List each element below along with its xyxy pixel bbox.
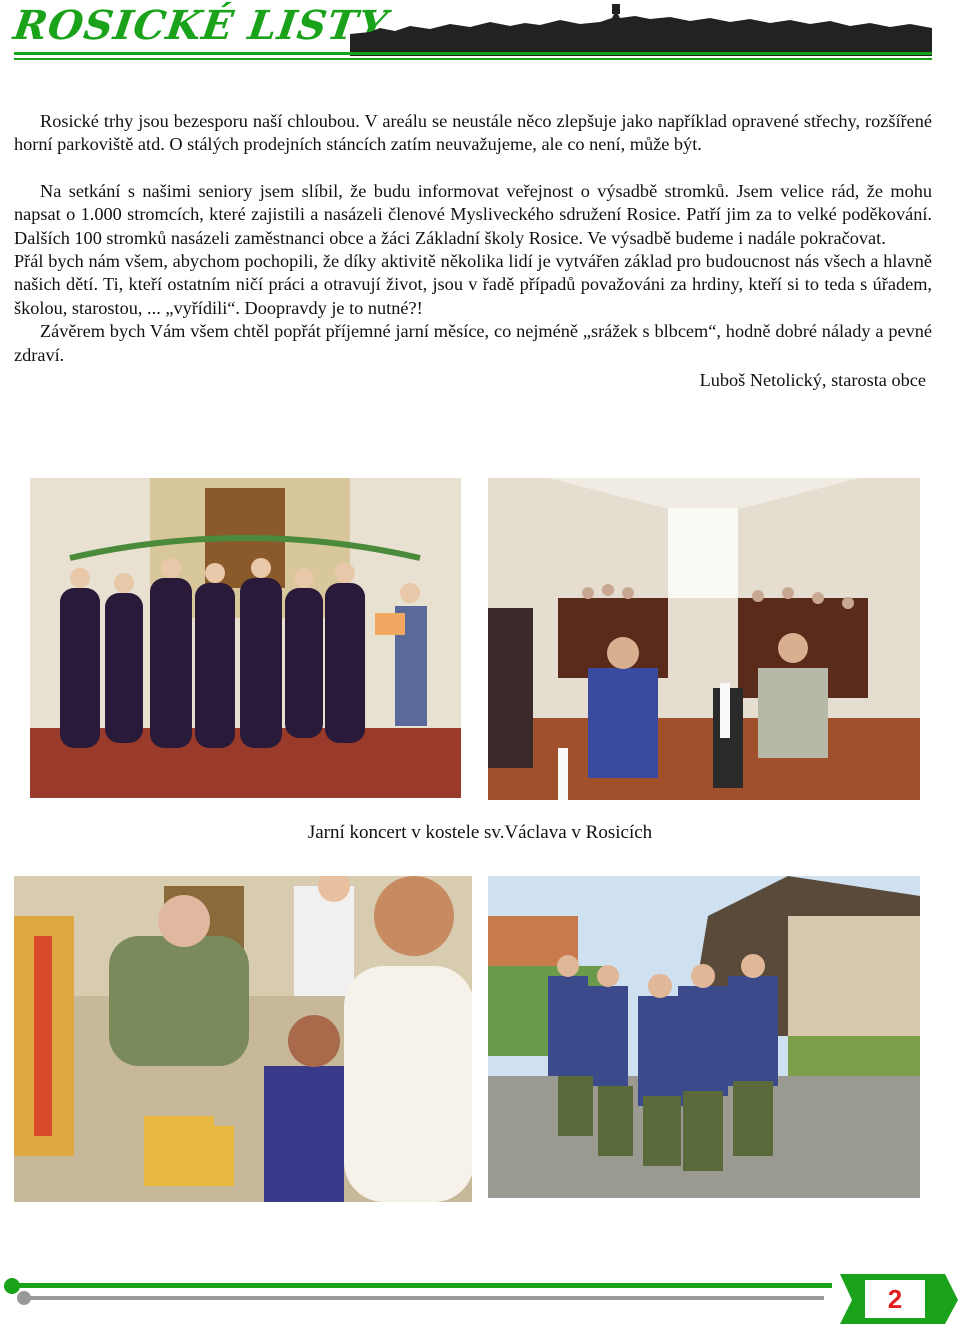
- photo-choir-church: [30, 478, 461, 798]
- header-rule-bottom: [14, 58, 932, 60]
- masthead-title: ROSICKÉ LISTY: [10, 2, 392, 49]
- page-footer: [0, 1266, 960, 1326]
- header-rule-top: [14, 52, 932, 55]
- footer-ornament: [0, 1266, 960, 1326]
- article-body: [14, 110, 932, 392]
- paragraph-closing: Závěrem bych Vám všem chtěl popřát příjemné jarní měsíce, co nejméně „srážek s blbcem“, hodně dobré nálady a pevné zdraví.: [14, 321, 932, 365]
- paragraph-future: Přál bych nám všem, abychom pochopili, že díky aktivitě několika lidí je vytvářen základ pro budoucnost nás všech a hlavně našich dětí. Ti, kteří ostatním ničí práci a otravují život, jsou v řadě případů považováni za hrdiny, kteří si to teda s úřadem, školou, starostou, ... „vyřídili“. Doopravdy je to nutné?!: [14, 251, 932, 318]
- photo-concert-audience: [488, 478, 920, 800]
- village-skyline-silhouette: [350, 4, 932, 56]
- signature: Luboš Netolický, starosta obce: [699, 370, 926, 391]
- photo-children-procession: [488, 876, 920, 1198]
- paragraph-trees: Na setkání s našimi seniory jsem slíbil, že budu informovat veřejnost o výsadbě stromků. Jsem velice rád, že mohu napsat o 1.000 stromcích, které zajistili a nasázeli členové Mysliveckého sdružení Rosice. Patří jim za to velké poděkování. Dalších 100 stromků nasázeli zaměstnanci obce a žáci Základní školy Rosice. Ve výsadbě budeme i nadále pokračovat.: [14, 180, 932, 248]
- photo-easter-workshop: [14, 876, 472, 1202]
- paragraph-markets: Rosické trhy jsou bezesporu naší chloubou. V areálu se neustále něco zlepšuje jako například opravené střechy, rozšířené horní parkoviště atd. O stálých prodejních stáncích zatím neuvažujeme, ale co není, může být.: [14, 111, 932, 155]
- page-header: [0, 0, 960, 70]
- photo-caption: Jarní koncert v kostele sv.Václava v Rosicích: [307, 822, 653, 843]
- page-number: 2: [887, 1284, 903, 1314]
